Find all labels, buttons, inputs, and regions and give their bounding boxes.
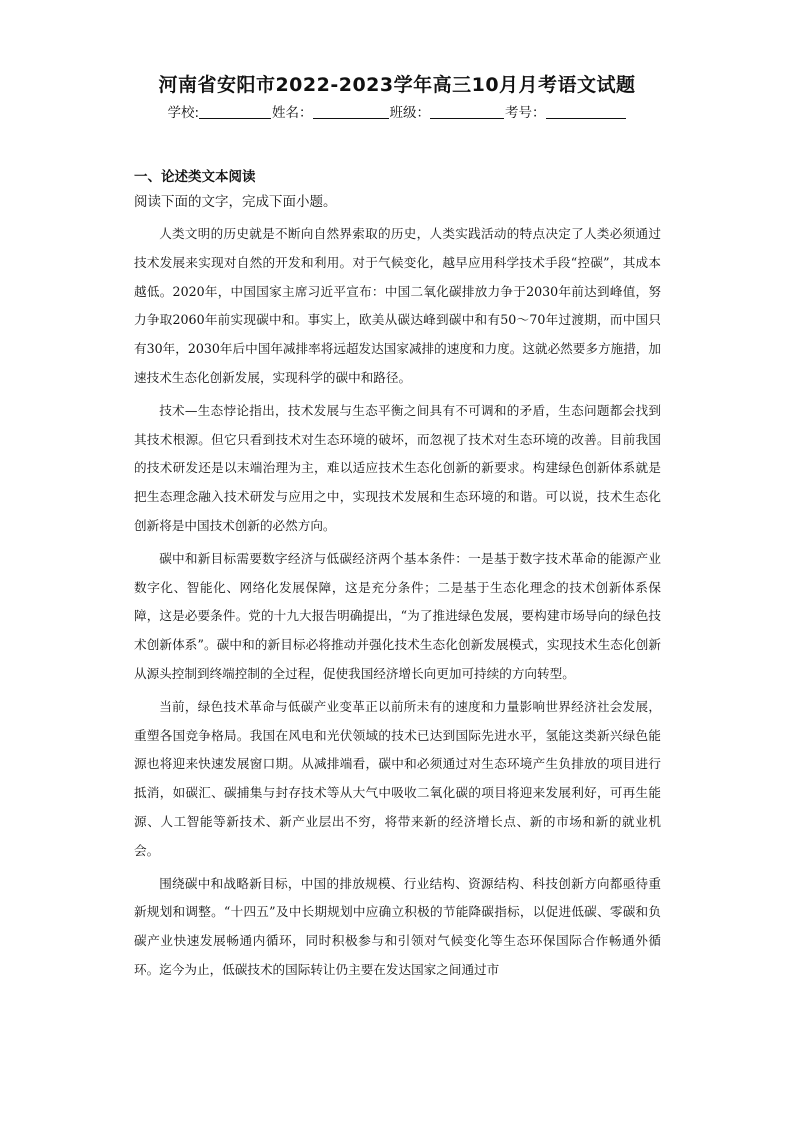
passage-paragraph: 人类文明的历史就是不断向自然界索取的历史，人类实践活动的特点决定了人类必须通过技术发展来实现对自然的开发和利用。对于气候变化，越早应用科学技术手段“控碳”，其成本越低。2020年，中国国家主席习近平宣布：中国二氧化碳排放力争于2030年前达到峰值，努力争取2060年前实现碳中和。事实上，欧美从碳达峰到碳中和有50～70年过渡期，而中国只有30年，2030年后中国年减排率将远超发达国家减排的速度和力度。这就必然要多方施措，加速技术生态化创新发展，实现科学的碳中和路径。 — [134, 226, 661, 385]
school-blank — [199, 104, 271, 119]
passage-paragraph: 碳中和新目标需要数字经济与低碳经济两个基本条件：一是基于数字技术革命的能源产业数字化、智能化、网络化发展保障，这是充分条件；二是基于生态化理念的技术创新体系保障，这是必要条件。党的十九大报告明确提出，“为了推进绿色发展，要构建市场导向的绿色技术创新体系”。碳中和的新目标必将推动并强化技术生态化创新发展模式，实现技术生态化创新从源头控制到终端控制的全过程，促使我国经济增长向更加可持续的方向转型。 — [134, 550, 661, 681]
name-blank — [313, 104, 389, 119]
student-info-line — [0, 101, 794, 121]
exam-number-blank — [546, 104, 626, 119]
name-label: 姓名： — [272, 105, 313, 121]
class-blank — [430, 104, 504, 119]
exam-number-label: 考号： — [505, 105, 546, 121]
passage-paragraph: 围绕碳中和战略新目标，中国的排放规模、行业结构、资源结构、科技创新方向都亟待重新规划和调整。“十四五”及中长期规划中应确立积极的节能降碳指标，以促进低碳、零碳和负碳产业快速发展畅通内循环，同时积极参与和引领对气候变化等生态环保国际合作畅通外循环。迄今为止，低碳技术的国际转让仍主要在发达国家之间通过市 — [134, 875, 661, 977]
class-label: 班级： — [389, 105, 431, 121]
passage-paragraph: 当前，绿色技术革命与低碳产业变革正以前所未有的速度和力量影响世界经济社会发展，重塑各国竞争格局。我国在风电和光伏领域的技术已达到国际先进水平，氢能这类新兴绿色能源也将迎来快速发展窗口期。从减排端看，碳中和必须通过对生态环境产生负排放的项目进行抵消，如碳汇、碳捕集与封存技术等从大气中吸收二氧化碳的项目将迎来发展利好，可再生能源、人工智能等新技术、新产业层出不穷，将带来新的经济增长点、新的市场和新的就业机会。 — [134, 698, 661, 858]
school-label: 学校: — [167, 105, 200, 121]
passage-body — [134, 220, 661, 989]
section-heading: 一、论述类文本阅读 — [134, 169, 256, 185]
page-title: 河南省安阳市2022-2023学年高三10月月考语文试题 — [158, 74, 636, 96]
section-instruction: 阅读下面的文字，完成下面小题。 — [134, 194, 337, 210]
passage-paragraph: 技术—生态悖论指出，技术发展与生态平衡之间具有不可调和的矛盾，生态问题都会找到其技术根源。但它只看到技术对生态环境的破坏，而忽视了技术对生态环境的改善。目前我国的技术研发还是以末端治理为主，难以适应技术生态化创新的新要求。构建绿色创新体系就是把生态理念融入技术研发与应用之中，实现技术发展和生态环境的和谐。可以说，技术生态化创新将是中国技术创新的必然方向。 — [134, 402, 661, 533]
